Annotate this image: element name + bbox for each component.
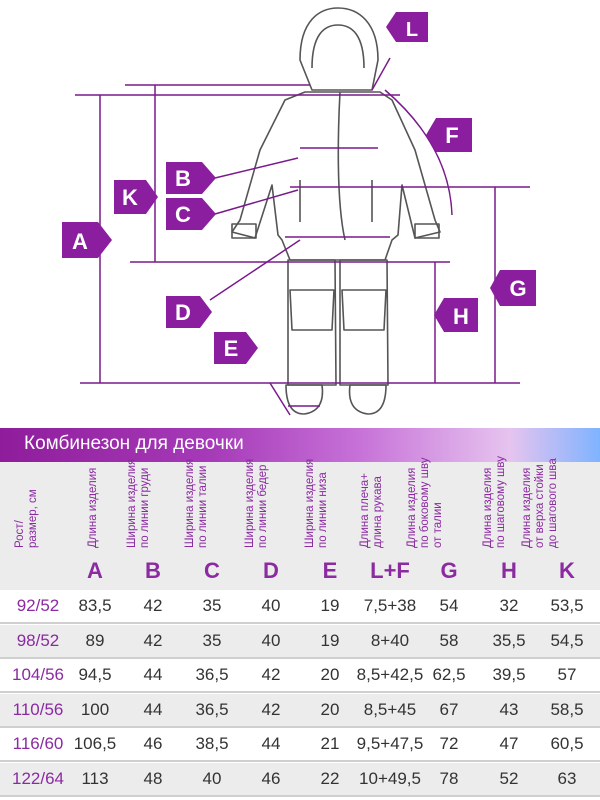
measurement-cell: 94,5	[78, 665, 112, 684]
col-header-e: Ширина изделия по линии низа	[304, 458, 329, 548]
jumpsuit-drawing	[232, 8, 440, 414]
measurement-cell: 43	[499, 699, 519, 719]
col-header-size: Рост/ размер, см	[14, 489, 39, 548]
measurement-cell: 40	[202, 768, 222, 788]
col-header-lf: Длина плеча+ длина рукава	[359, 473, 384, 548]
measurement-cell: 22	[320, 768, 340, 788]
svg-text:B: B	[175, 166, 191, 191]
svg-text:C: C	[175, 202, 191, 227]
measurement-cell: 83,5	[78, 596, 112, 615]
measurement-cell: 60,5	[550, 734, 584, 753]
table-row	[0, 590, 600, 624]
svg-text:D: D	[175, 300, 191, 325]
svg-text:G: G	[509, 276, 527, 301]
measurement-cell: 35,5	[492, 630, 526, 650]
measurement-cell: 44	[261, 734, 281, 753]
table-row	[0, 728, 600, 762]
label-G	[490, 270, 536, 306]
svg-text:L: L	[405, 19, 419, 41]
measurement-cell: 42	[143, 630, 163, 650]
col-header-b: Ширина изделия по линии груди	[126, 458, 151, 548]
measurement-cell: 89	[85, 630, 105, 650]
label-K	[114, 180, 158, 214]
letter-k: K	[559, 558, 575, 583]
svg-text:K: K	[122, 185, 138, 210]
size-cell: 98/52	[16, 630, 60, 650]
measurement-cell: 35	[202, 596, 222, 615]
svg-text:H: H	[453, 304, 469, 329]
col-header-g: Длина изделия по боковому шву от талии	[406, 457, 444, 548]
letter-c: C	[204, 558, 220, 583]
table-row	[0, 659, 600, 693]
label-B	[166, 162, 216, 194]
table-row	[0, 625, 600, 659]
measurement-cell: 32	[499, 596, 519, 615]
measurement-cell: 20	[320, 699, 340, 719]
measurement-cell: 62,5	[432, 665, 466, 684]
label-D	[166, 296, 212, 328]
col-header-d: Ширина изделия по линии бедер	[244, 458, 269, 548]
label-H	[434, 298, 478, 332]
measurement-cell: 78	[439, 768, 459, 788]
measurement-cell: 36,5	[195, 699, 229, 719]
measurement-cell: 46	[143, 734, 163, 753]
table-row	[0, 763, 600, 797]
measurement-cell: 54,5	[550, 630, 584, 650]
col-header-h: Длина изделия по шаговому шву	[482, 456, 507, 548]
letter-d: D	[263, 558, 279, 583]
letter-g: G	[440, 558, 458, 583]
col-header-a: Длина изделия	[87, 467, 99, 548]
measurement-cell: 54	[439, 596, 459, 615]
measurement-cell: 67	[439, 699, 459, 719]
measurement-cell: 58	[439, 630, 459, 650]
size-cell: 92/52	[16, 596, 60, 615]
measurement-cell: 52	[499, 768, 519, 788]
label-L	[386, 12, 428, 42]
measurement-cell: 63	[557, 768, 577, 788]
size-cell: 122/64	[12, 768, 64, 788]
size-cell: 116/60	[12, 734, 64, 753]
measurement-cell: 9,5+47,5	[356, 734, 424, 753]
measurement-cell: 58,5	[550, 699, 584, 719]
measurement-cell: 10+49,5	[359, 768, 421, 788]
measurement-cell: 40	[261, 596, 281, 615]
letter-lf: L+F	[370, 558, 410, 583]
measurement-cell: 53,5	[550, 596, 584, 615]
letter-a: A	[87, 558, 103, 583]
title-banner	[0, 428, 600, 462]
measurement-cell: 113	[81, 768, 109, 788]
measurement-cell: 46	[261, 768, 281, 788]
measurement-cell: 106,5	[73, 734, 117, 753]
measurement-cell: 42	[261, 699, 281, 719]
size-cell: 110/56	[12, 699, 64, 719]
letter-h: H	[501, 558, 517, 583]
size-cell: 104/56	[12, 665, 64, 684]
measurement-cell: 21	[320, 734, 340, 753]
measurement-cell: 19	[320, 630, 340, 650]
letter-e: E	[322, 558, 338, 583]
col-header-k: Длина изделия от верха стойки до шагового шва	[521, 458, 559, 548]
measurement-cell: 42	[143, 596, 163, 615]
measurement-cell: 36,5	[195, 665, 229, 684]
letter-b: B	[145, 558, 161, 583]
measurement-cell: 7,5+38	[363, 596, 417, 615]
measurement-cell: 42	[261, 665, 281, 684]
measurement-cell: 57	[557, 665, 577, 684]
measurement-cell: 8,5+42,5	[356, 665, 424, 684]
label-C	[166, 198, 216, 230]
measurement-cell: 40	[261, 630, 281, 650]
measurement-cell: 19	[320, 596, 340, 615]
label-E	[214, 332, 258, 364]
measurement-cell: 44	[143, 699, 163, 719]
measurement-cell: 39,5	[492, 665, 526, 684]
svg-text:F: F	[445, 123, 459, 148]
table-header	[0, 456, 600, 590]
measurement-cell: 8,5+45	[363, 699, 417, 719]
measurement-cell: 35	[202, 630, 222, 650]
measurement-cell: 47	[499, 734, 519, 753]
svg-text:E: E	[223, 336, 239, 361]
col-header-c: Ширина изделия по линии талии	[184, 458, 209, 548]
measurement-cell: 20	[320, 665, 340, 684]
measurement-cell: 48	[143, 768, 163, 788]
label-A	[62, 222, 112, 258]
measurement-cell: 44	[143, 665, 163, 684]
measurement-cell: 100	[80, 699, 110, 719]
svg-text:A: A	[72, 229, 88, 254]
product-title: Комбинезон для девочки	[24, 433, 244, 454]
measurement-lines	[75, 58, 530, 415]
table-row	[0, 694, 600, 728]
measurement-cell: 8+40	[370, 630, 410, 650]
measurement-cell: 72	[439, 734, 459, 753]
measurement-cell: 38,5	[195, 734, 229, 753]
